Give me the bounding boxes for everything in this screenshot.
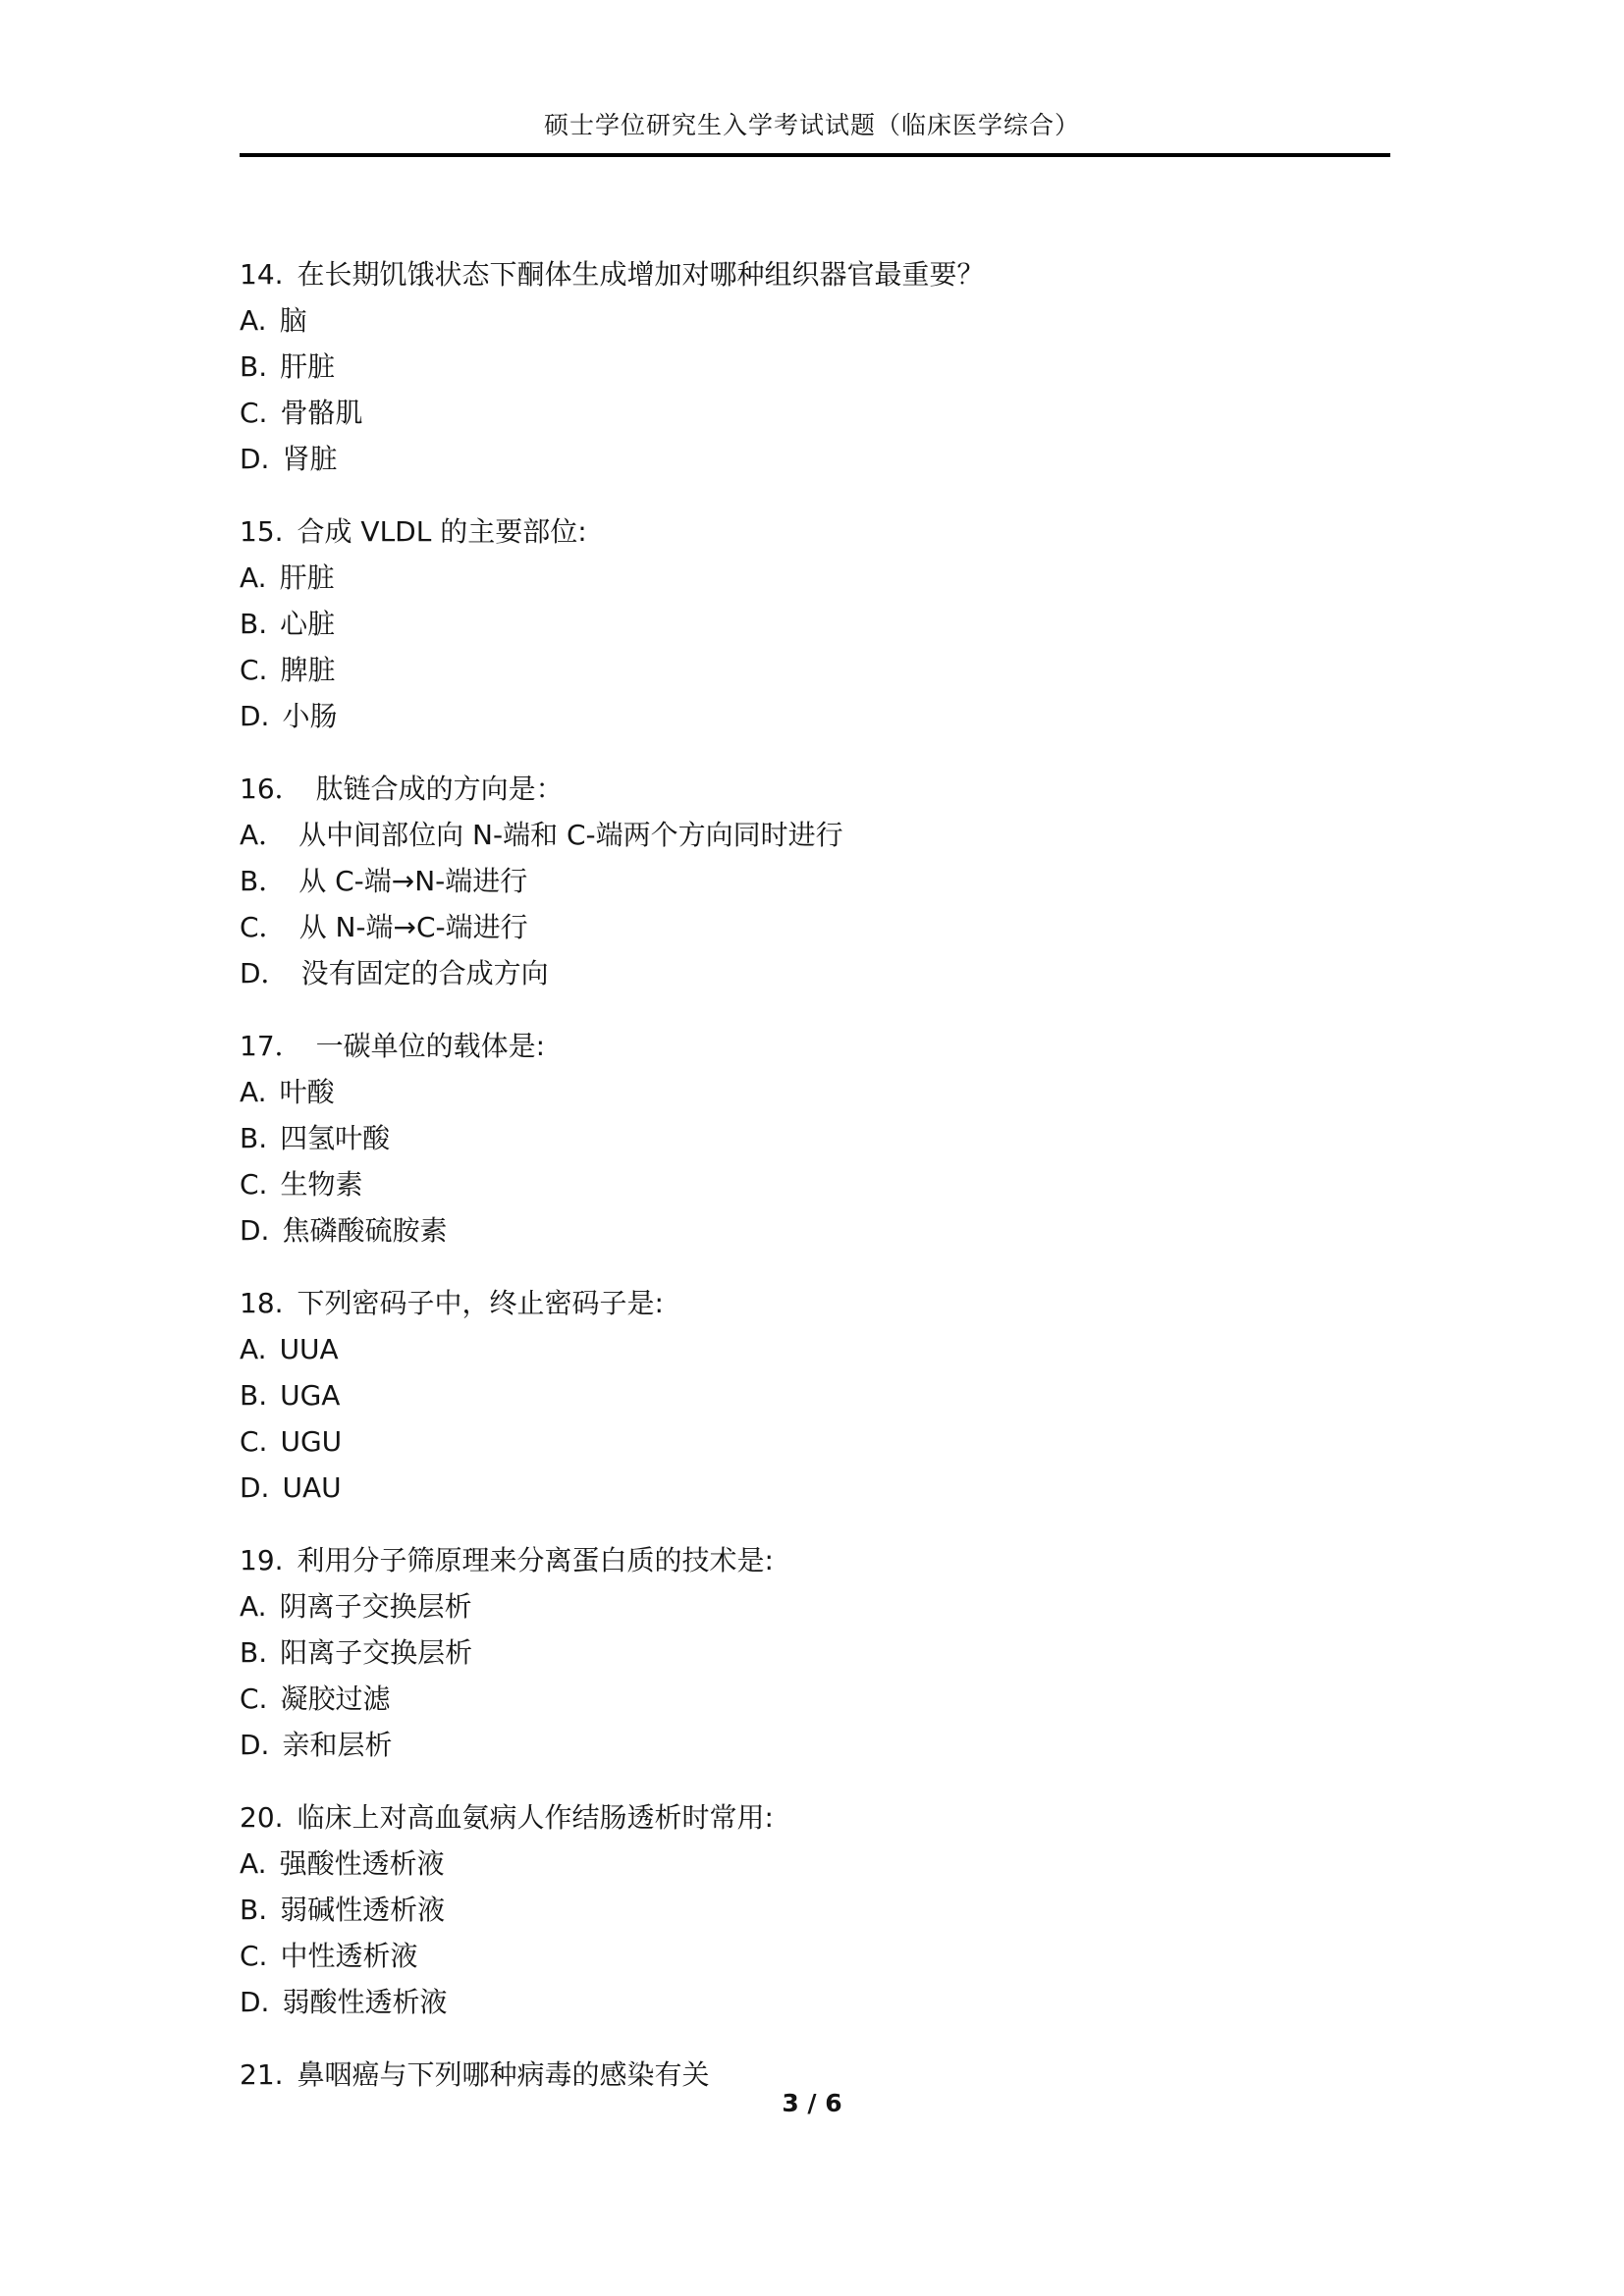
option-label: D. — [240, 1729, 270, 1761]
option-text: 亲和层析 — [282, 1729, 393, 1761]
option-label: B. — [240, 1636, 268, 1669]
option-d — [240, 950, 1390, 996]
option-label: C. — [240, 654, 268, 686]
question-text: 在长期饥饿状态下酮体生成增加对哪种组织器官最重要？ — [297, 258, 985, 291]
option-b — [240, 1372, 1390, 1418]
option-text: UGU — [280, 1425, 343, 1458]
question-stem — [240, 1023, 1390, 1069]
option-label: B． — [240, 865, 287, 897]
option-label: A. — [240, 561, 267, 594]
option-text: 中性透析液 — [280, 1940, 418, 1972]
option-label: B. — [240, 1379, 268, 1412]
option-text: 没有固定的合成方向 — [300, 957, 549, 989]
option-text: 生物素 — [280, 1168, 363, 1201]
question-16 — [240, 766, 1390, 996]
question-text: 利用分子筛原理来分离蛋白质的技术是: — [297, 1544, 774, 1576]
option-a — [240, 297, 1390, 344]
option-label: D. — [240, 1986, 270, 2018]
option-c — [240, 1933, 1390, 1979]
option-label: B. — [240, 608, 268, 640]
option-c — [240, 647, 1390, 693]
option-a — [240, 1583, 1390, 1629]
option-d — [240, 693, 1390, 739]
question-stem — [240, 766, 1390, 812]
option-label: C. — [240, 1682, 268, 1715]
question-stem — [240, 1537, 1390, 1583]
option-c — [240, 390, 1390, 436]
option-text: 阴离子交换层析 — [279, 1590, 472, 1623]
option-d — [240, 1465, 1390, 1511]
question-number: 16． — [240, 773, 302, 805]
question-number: 14. — [240, 258, 284, 291]
question-stem — [240, 1280, 1390, 1326]
question-17 — [240, 1023, 1390, 1254]
option-a — [240, 555, 1390, 601]
option-text: 肝脏 — [279, 561, 335, 594]
option-text: 心脏 — [280, 608, 336, 640]
option-text: 焦磷酸硫胺素 — [282, 1214, 448, 1247]
questions-list — [240, 157, 1390, 2098]
option-b — [240, 601, 1390, 647]
option-label: D． — [240, 957, 289, 989]
question-text: 下列密码子中，终止密码子是: — [297, 1287, 664, 1319]
option-b — [240, 1629, 1390, 1676]
option-text: 小肠 — [282, 700, 338, 732]
option-label: D. — [240, 700, 270, 732]
question-number: 21. — [240, 2058, 284, 2091]
option-label: D. — [240, 1471, 270, 1504]
option-text: 四氢叶酸 — [280, 1122, 391, 1154]
option-a — [240, 812, 1390, 858]
option-text: 脑 — [279, 304, 307, 337]
question-15 — [240, 508, 1390, 739]
question-20 — [240, 1794, 1390, 2025]
option-a — [240, 1326, 1390, 1372]
option-d — [240, 1979, 1390, 2025]
page-header — [0, 0, 1624, 157]
option-label: A. — [240, 1847, 267, 1880]
option-b — [240, 1887, 1390, 1933]
option-label: C. — [240, 397, 268, 429]
question-14 — [240, 251, 1390, 482]
option-b — [240, 344, 1390, 390]
option-text: 从 N-端→C-端进行 — [298, 911, 528, 943]
option-text: 弱碱性透析液 — [280, 1894, 446, 1926]
option-text: 从 C-端→N-端进行 — [298, 865, 528, 897]
option-text: 从中间部位向 N-端和 C-端两个方向同时进行 — [298, 819, 843, 851]
option-label: A. — [240, 304, 267, 337]
option-label: B. — [240, 350, 268, 383]
option-text: 阳离子交换层析 — [280, 1636, 473, 1669]
option-label: C． — [240, 911, 287, 943]
option-text: UGA — [280, 1379, 341, 1412]
question-text: 肽链合成的方向是： — [315, 773, 564, 805]
option-c — [240, 1418, 1390, 1465]
question-text: 一碳单位的载体是: — [315, 1030, 546, 1062]
document-title: 硕士学位研究生入学考试试题（临床医学综合） — [543, 111, 1080, 139]
option-text: 叶酸 — [279, 1076, 335, 1108]
question-text: 临床上对高血氨病人作结肠透析时常用: — [297, 1801, 774, 1834]
question-number: 17． — [240, 1030, 302, 1062]
option-label: B. — [240, 1122, 268, 1154]
option-label: B. — [240, 1894, 268, 1926]
option-b — [240, 858, 1390, 904]
option-label: A. — [240, 1590, 267, 1623]
option-label: C. — [240, 1940, 268, 1972]
question-number: 15. — [240, 515, 284, 548]
option-text: UAU — [282, 1471, 342, 1504]
option-text: 骨骼肌 — [280, 397, 363, 429]
question-18 — [240, 1280, 1390, 1511]
option-label: D. — [240, 443, 270, 475]
option-c — [240, 1161, 1390, 1207]
option-c — [240, 1676, 1390, 1722]
option-text: 强酸性透析液 — [279, 1847, 445, 1880]
option-d — [240, 1207, 1390, 1254]
option-label: C. — [240, 1425, 268, 1458]
option-label: A. — [240, 1076, 267, 1108]
option-text: 肾脏 — [282, 443, 338, 475]
option-label: A. — [240, 1333, 267, 1365]
question-text: 合成 VLDL 的主要部位: — [297, 515, 587, 548]
option-text: UUA — [279, 1333, 339, 1365]
question-number: 18. — [240, 1287, 284, 1319]
question-stem — [240, 251, 1390, 297]
question-stem — [240, 1794, 1390, 1841]
option-b — [240, 1115, 1390, 1161]
option-a — [240, 1841, 1390, 1887]
option-text: 凝胶过滤 — [280, 1682, 391, 1715]
option-text: 肝脏 — [280, 350, 336, 383]
option-label: D. — [240, 1214, 270, 1247]
option-label: A． — [240, 819, 287, 851]
question-19 — [240, 1537, 1390, 1768]
option-text: 弱酸性透析液 — [282, 1986, 448, 2018]
question-number: 20. — [240, 1801, 284, 1834]
option-d — [240, 1722, 1390, 1768]
question-stem — [240, 508, 1390, 555]
page-number: 3 / 6 — [782, 2089, 842, 2117]
question-number: 19. — [240, 1544, 284, 1576]
option-text: 脾脏 — [280, 654, 336, 686]
option-d — [240, 436, 1390, 482]
option-label: C. — [240, 1168, 268, 1201]
question-text: 鼻咽癌与下列哪种病毒的感染有关 — [297, 2058, 710, 2091]
option-a — [240, 1069, 1390, 1115]
option-c — [240, 904, 1390, 950]
